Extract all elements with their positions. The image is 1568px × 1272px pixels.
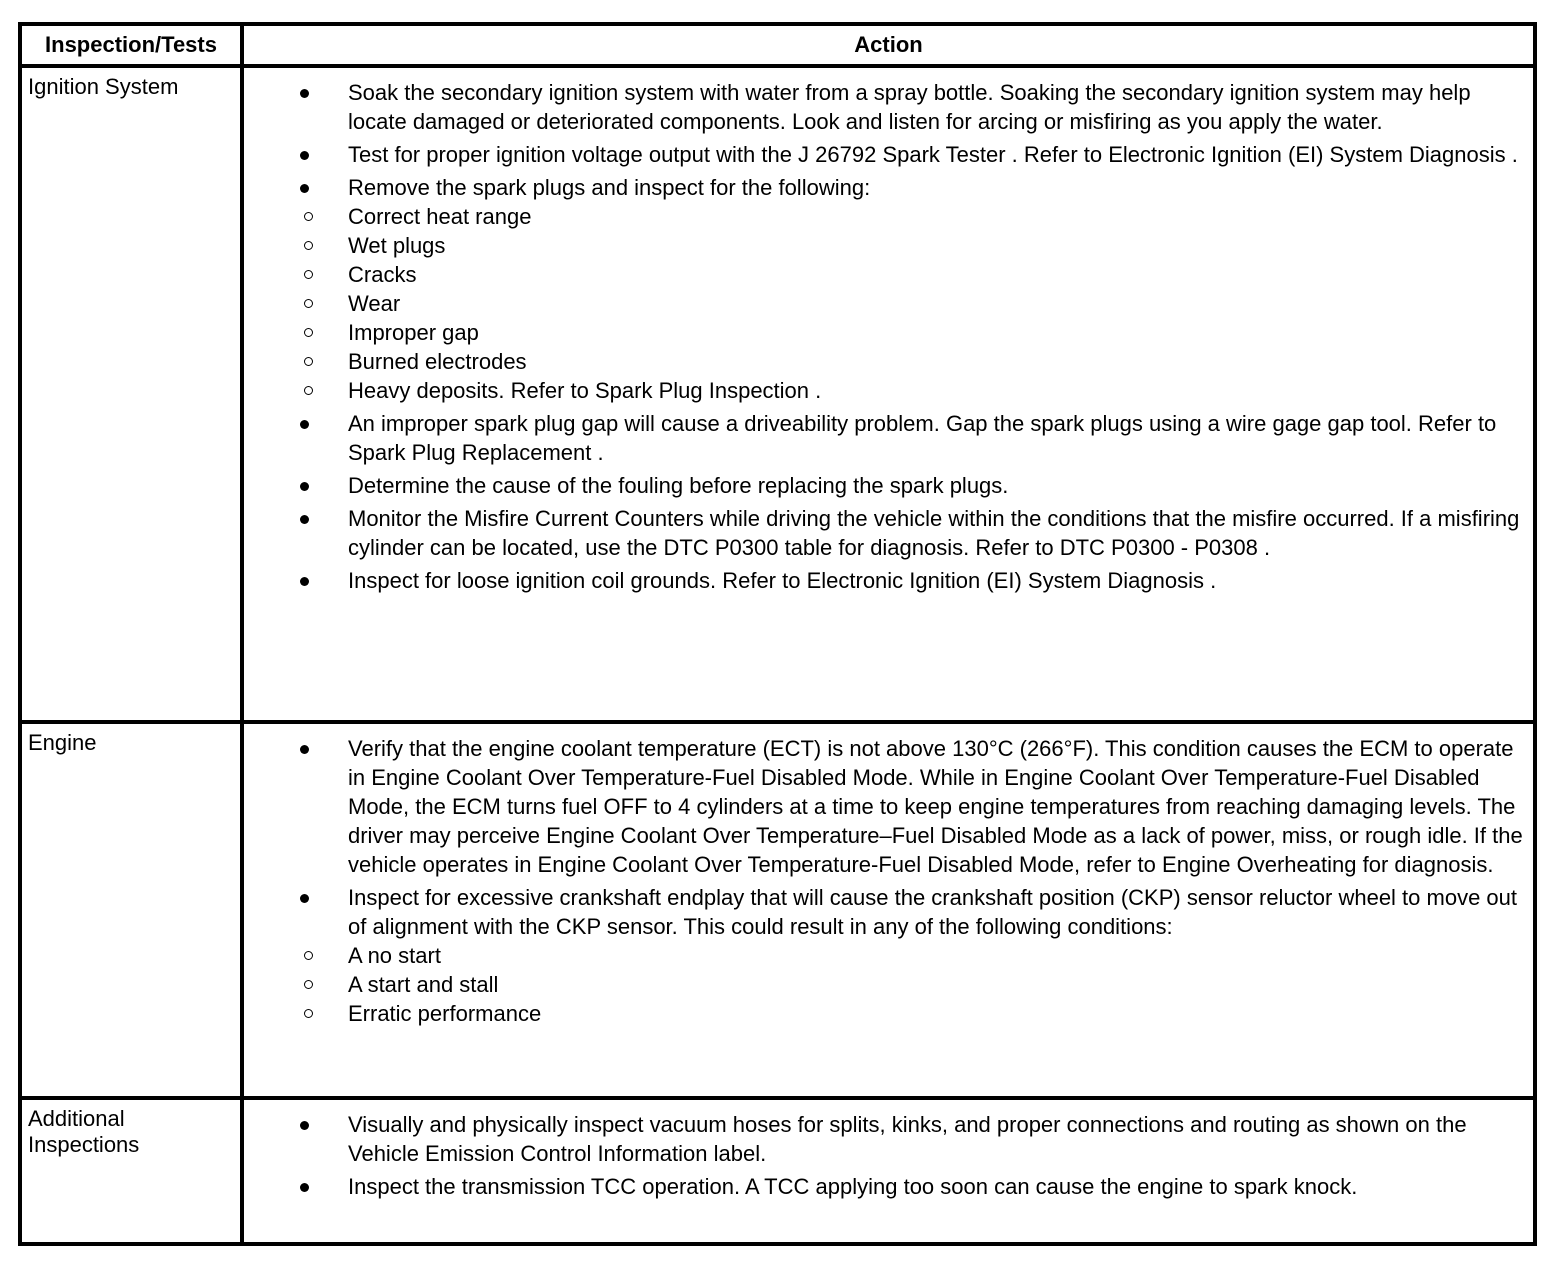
list-item [244, 409, 1525, 467]
action-cell [242, 722, 1535, 1098]
list-item-text: Inspect for excessive crankshaft endplay that will cause the crankshaft position (CKP) sensor reluctor wheel to move out of alignment with the CKP sensor. This could result in any of the following conditions: [348, 885, 1518, 939]
sub-list-item-text: Heavy deposits. Refer to Spark Plug Inspection . [348, 378, 822, 403]
list-item [244, 1172, 1525, 1201]
sub-list-item-text: Wet plugs [348, 233, 446, 258]
circle-bullet-icon [304, 212, 313, 221]
list-item-text: Soak the secondary ignition system with water from a spray bottle. Soaking the secondary ignition system may help locate damaged or deteriorated components. Look and listen for arcing or misfiring as you apply the water. [348, 80, 1471, 134]
sub-list-item-text: Wear [348, 291, 401, 316]
sub-list-item [248, 970, 1525, 999]
sub-list-item [248, 376, 1525, 405]
sub-list-item [248, 347, 1525, 376]
bullet-icon [300, 745, 309, 754]
action-list [244, 78, 1525, 595]
inspection-table [18, 22, 1537, 1246]
list-item [244, 1110, 1525, 1168]
bullet-icon [300, 184, 309, 193]
bullet-icon [300, 577, 309, 586]
list-item-text: Verify that the engine coolant temperature (ECT) is not above 130°C (266°F). This condition causes the ECM to operate in Engine Coolant Over Temperature-Fuel Disabled Mode. While in Engine Coolant Over Temperature-Fuel Disabled Mode, the ECM turns fuel OFF to 4 cylinders at a time to keep engine temperatures from reaching damaging levels. The driver may perceive Engine Coolant Over Temperature–Fuel Disabled Mode as a lack of power, miss, or rough idle. If the vehicle operates in Engine Coolant Over Temperature-Fuel Disabled Mode, refer to Engine Overheating for diagnosis. [348, 736, 1523, 877]
list-item-text: Visually and physically inspect vacuum hoses for splits, kinks, and proper connections and routing as shown on the Vehicle Emission Control Information label. [348, 1112, 1467, 1166]
action-cell [242, 1098, 1535, 1244]
list-item [244, 173, 1525, 405]
list-item-text: Inspect for loose ignition coil grounds. Refer to Electronic Ignition (EI) System Diagnosis . [348, 568, 1217, 593]
header-action: Action [242, 24, 1535, 66]
circle-bullet-icon [304, 241, 313, 250]
list-item-text: Remove the spark plugs and inspect for the following: [348, 175, 871, 200]
list-item [244, 78, 1525, 136]
bullet-icon [300, 151, 309, 160]
sub-list-item [248, 318, 1525, 347]
list-item [244, 566, 1525, 595]
sub-list-item [248, 289, 1525, 318]
sub-list-item [248, 941, 1525, 970]
list-item [244, 140, 1525, 169]
table-row-ignition-system [20, 66, 1535, 722]
list-item-text: Inspect the transmission TCC operation. A TCC applying too soon can cause the engine to spark knock. [348, 1174, 1358, 1199]
bullet-icon [300, 1121, 309, 1130]
row-label: Engine [20, 722, 242, 1098]
circle-bullet-icon [304, 328, 313, 337]
header-row [20, 24, 1535, 66]
sub-list [248, 941, 1525, 1028]
sub-list-item [248, 999, 1525, 1028]
circle-bullet-icon [304, 386, 313, 395]
list-item-text: An improper spark plug gap will cause a driveability problem. Gap the spark plugs using a wire gage gap tool. Refer to Spark Plug Replacement . [348, 411, 1497, 465]
table-row-additional-inspections [20, 1098, 1535, 1244]
list-item [244, 883, 1525, 1028]
sub-list-item-text: A start and stall [348, 972, 499, 997]
list-item-text: Determine the cause of the fouling before replacing the spark plugs. [348, 473, 1009, 498]
list-item [244, 471, 1525, 500]
sub-list-item [248, 202, 1525, 231]
header-inspection-tests: Inspection/Tests [20, 24, 242, 66]
list-item [244, 734, 1525, 879]
action-list [244, 1110, 1525, 1201]
sub-list-item [248, 260, 1525, 289]
bullet-icon [300, 894, 309, 903]
bullet-icon [300, 1183, 309, 1192]
bullet-icon [300, 515, 309, 524]
bullet-icon [300, 482, 309, 491]
sub-list-item-text: A no start [348, 943, 441, 968]
sub-list-item-text: Burned electrodes [348, 349, 527, 374]
list-item-text: Test for proper ignition voltage output with the J 26792 Spark Tester . Refer to Electronic Ignition (EI) System Diagnosis . [348, 142, 1518, 167]
sub-list-item-text: Erratic performance [348, 1001, 542, 1026]
circle-bullet-icon [304, 1009, 313, 1018]
row-label: Additional Inspections [20, 1098, 242, 1244]
table-row-engine [20, 722, 1535, 1098]
row-label: Ignition System [20, 66, 242, 722]
circle-bullet-icon [304, 299, 313, 308]
circle-bullet-icon [304, 357, 313, 366]
bullet-icon [300, 89, 309, 98]
sub-list [248, 202, 1525, 405]
circle-bullet-icon [304, 270, 313, 279]
circle-bullet-icon [304, 980, 313, 989]
bullet-icon [300, 420, 309, 429]
sub-list-item-text: Correct heat range [348, 204, 532, 229]
list-item [244, 504, 1525, 562]
sub-list-item-text: Improper gap [348, 320, 479, 345]
action-list [244, 734, 1525, 1028]
circle-bullet-icon [304, 951, 313, 960]
action-cell [242, 66, 1535, 722]
list-item-text: Monitor the Misfire Current Counters while driving the vehicle within the conditions that the misfire occurred. If a misfiring cylinder can be located, use the DTC P0300 table for diagnosis. Refer to DTC P0300 - P0308 . [348, 506, 1520, 560]
sub-list-item [248, 231, 1525, 260]
sub-list-item-text: Cracks [348, 262, 417, 287]
